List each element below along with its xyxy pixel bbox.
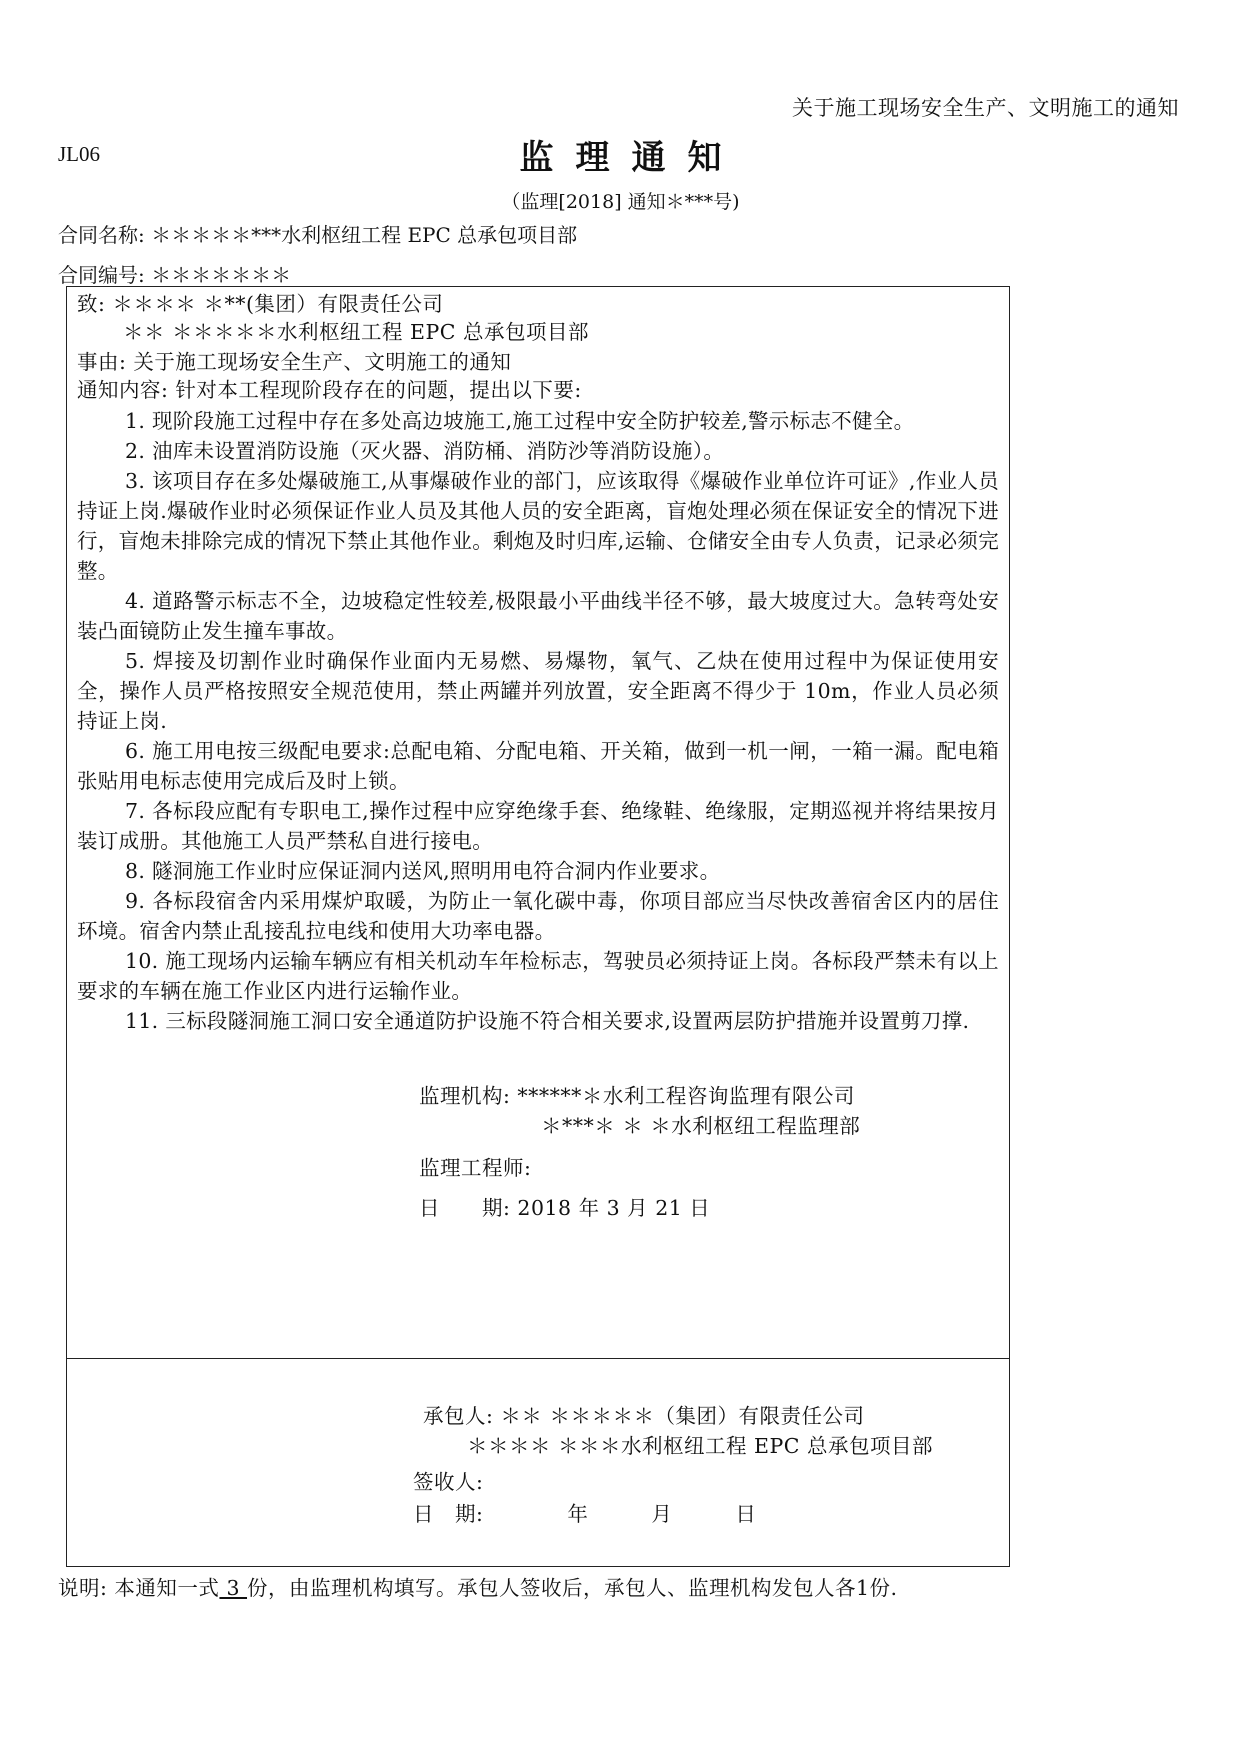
list-item: 10. 施工现场内运输车辆应有相关机动车年检标志，驾驶员必须持证上岗。各标段严禁未有以上要求的车辆在施工作业区内进行运输作业。 — [77, 949, 999, 1003]
list-item: 1. 现阶段施工过程中存在多处高边坡施工,施工过程中安全防护较差,警示标志不健全。 — [125, 409, 915, 433]
supervisor-engineer-label: 监理工程师: — [419, 1156, 532, 1180]
page-title: 监理通知 — [519, 138, 744, 178]
contractor-line-1: 承包人: ＊＊ ＊＊＊＊＊（集团）有限责任公司 — [423, 1404, 865, 1428]
list-item: 2. 油库未设置消防设施（灭火器、消防桶、消防沙等消防设施）。 — [125, 439, 725, 463]
contractor-line-2: ＊＊＊＊ ＊＊＊水利枢纽工程 EPC 总承包项目部 — [467, 1434, 933, 1458]
supervisor-date: 日 期: 2018 年 3 月 21 日 — [419, 1196, 711, 1220]
subject-line: 事由: 关于施工现场安全生产、文明施工的通知 — [77, 350, 512, 374]
document-number: （监理[2018] 通知＊***号) — [501, 191, 740, 213]
list-item: 8. 隧洞施工作业时应保证洞内送风,照明用电符合洞内作业要求。 — [125, 859, 721, 883]
signer-label: 签收人: — [413, 1470, 484, 1494]
header-document-title: 关于施工现场安全生产、文明施工的通知 — [792, 96, 1179, 120]
notice-box — [66, 286, 1010, 1359]
list-item: 6. 施工用电按三级配电要求:总配电箱、分配电箱、开关箱，做到一机一闸，一箱一漏。配电箱张贴用电标志使用完成后及时上锁。 — [77, 739, 999, 793]
content-intro: 通知内容: 针对本工程现阶段存在的问题，提出以下要: — [77, 378, 582, 402]
supervisor-org-line-1: 监理机构: ******＊水利工程咨询监理有限公司 — [419, 1084, 855, 1108]
list-item: 7. 各标段应配有专职电工,操作过程中应穿绝缘手套、绝缘鞋、绝缘服，定期巡视并将结果按月装订成册。其他施工人员严禁私自进行接电。 — [77, 799, 999, 853]
list-item: 9. 各标段宿舍内采用煤炉取暖，为防止一氧化碳中毒，你项目部应当尽快改善宿舍区内的居住环境。宿舍内禁止乱接乱拉电线和使用大功率电器。 — [77, 889, 999, 943]
recipient-line-2: ＊＊ ＊＊＊＊＊水利枢纽工程 EPC 总承包项目部 — [123, 320, 589, 344]
footer-note — [58, 1571, 898, 1601]
supervisor-org-line-2: ＊***＊ ＊ ＊水利枢纽工程监理部 — [541, 1114, 861, 1138]
recipient-line-1: 致: ＊＊＊＊ ＊**(集团）有限责任公司 — [77, 292, 444, 316]
receipt-date: 日 期: 年 月 日 — [413, 1502, 757, 1526]
list-item: 3. 该项目存在多处爆破施工,从事爆破作业的部门，应该取得《爆破作业单位许可证》,作业人员持证上岗.爆破作业时必须保证作业人员及其他人员的安全距离，盲炮处理必须在保证安全的情况下进行，盲炮未排除完成的情况下禁止其他作业。剩炮及时归库,运输、仓储安全由专人负责，记录必须完整。 — [77, 469, 1000, 583]
form-code: JL06 — [58, 142, 100, 166]
contract-name: 合同名称: ＊＊＊＊＊***水利枢纽工程 EPC 总承包项目部 — [58, 223, 578, 247]
list-item: 11. 三标段隧洞施工洞口安全通道防护设施不符合相关要求,设置两层防护措施并设置剪刀撑. — [125, 1009, 970, 1033]
contract-number: 合同编号: ＊＊＊＊＊＊＊ — [58, 263, 292, 287]
footer-note-post: 份，由监理机构填写。承包人签收后，承包人、监理机构发包人各1份. — [247, 1576, 898, 1600]
list-item: 4. 道路警示标志不全，边坡稳定性较差,极限最小平曲线半径不够，最大坡度过大。急转弯处安装凸面镜防止发生撞车事故。 — [77, 589, 999, 643]
notice-items-list — [77, 406, 999, 1036]
list-item: 5. 焊接及切割作业时确保作业面内无易燃、易爆物，氧气、乙炔在使用过程中为保证使用安全，操作人员严格按照安全规范使用，禁止两罐并列放置，安全距离不得少于 10m，作业人员必须持证上岗. — [77, 649, 999, 733]
receipt-box — [66, 1358, 1010, 1567]
footer-note-pre: 说明: 本通知一式 — [58, 1576, 220, 1600]
footer-copies: 3 — [219, 1576, 248, 1600]
